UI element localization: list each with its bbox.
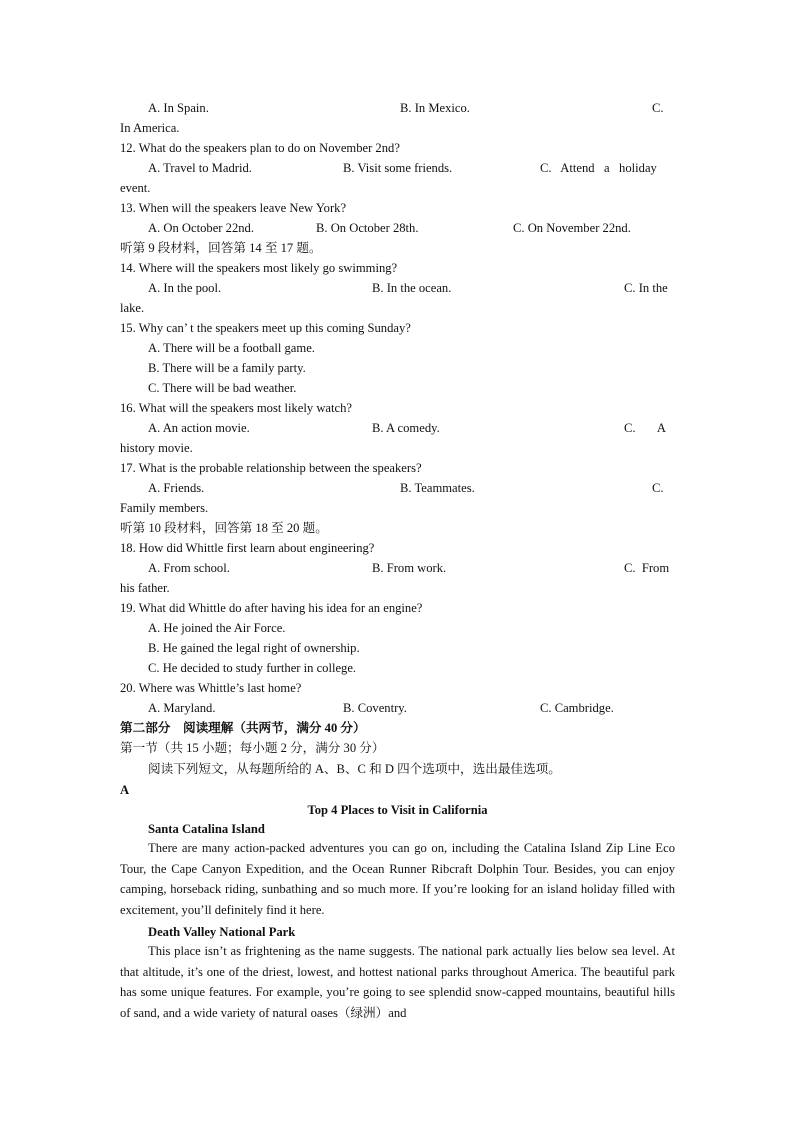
q13-option-a: A. On October 22nd.	[148, 221, 254, 235]
q18-option-c-continued: his father.	[120, 581, 170, 595]
part-2-section-1-heading: 第一节（共 15 小题；每小题 2 分，满分 30 分）	[120, 741, 385, 755]
q19-option-b: B. He gained the legal right of ownership.	[148, 641, 360, 655]
q12-option-b: B. Visit some friends.	[343, 161, 453, 175]
q13-option-b: B. On October 28th.	[316, 221, 419, 235]
q14-option-b: B. In the ocean.	[372, 281, 452, 295]
reading-instructions: 阅读下列短文，从每题所给的 A、B、C 和 D 四个选项中，选出最佳选项。	[148, 762, 561, 776]
q11-option-b: B. In Mexico.	[400, 101, 470, 115]
q17-option-a: A. Friends.	[148, 481, 205, 495]
q12-option-c: C. Attend a holiday	[540, 161, 657, 175]
place-1-heading: Santa Catalina Island	[148, 822, 265, 836]
part-2-heading: 第二部分 阅读理解（共两节，满分 40 分）	[120, 721, 366, 735]
q15-option-a: A. There will be a football game.	[148, 341, 315, 355]
q17-option-c-continued: Family members.	[120, 501, 209, 515]
q19-option-a: A. He joined the Air Force.	[148, 621, 286, 635]
q16-stem: 16. What will the speakers most likely watch?	[120, 401, 352, 415]
place-2-paragraph: This place isn’t as frightening as the name suggests. The national park actually lies below sea level. At that altitude, it’s one of the driest, lowest, and hottest national parks throughout America. The beautiful park has some unique features. For example, you’re going to see splendid snow-capped mountains, beautiful hills of sand, and a wide variety of natural oases（绿洲）and	[120, 944, 675, 1020]
q14-option-c-continued: lake.	[120, 301, 145, 315]
q16-option-a: A. An action movie.	[148, 421, 250, 435]
q15-option-c: C. There will be bad weather.	[148, 381, 297, 395]
q18-stem: 18. How did Whittle first learn about engineering?	[120, 541, 375, 555]
q20-stem: 20. Where was Whittle’s last home?	[120, 681, 302, 695]
q14-stem: 14. Where will the speakers most likely go swimming?	[120, 261, 398, 275]
q18-option-a: A. From school.	[148, 561, 230, 575]
q18-option-c: C. From	[624, 561, 670, 575]
q18-option-b: B. From work.	[372, 561, 447, 575]
q12-stem: 12. What do the speakers plan to do on November 2nd?	[120, 141, 400, 155]
q20-option-a: A. Maryland.	[148, 701, 216, 715]
q11-option-a: A. In Spain.	[148, 101, 209, 115]
q19-stem: 19. What did Whittle do after having his idea for an engine?	[120, 601, 423, 615]
q16-option-c-continued: history movie.	[120, 441, 193, 455]
q15-stem: 15. Why can’ t the speakers meet up this coming Sunday?	[120, 321, 411, 335]
q14-option-a: A. In the pool.	[148, 281, 222, 295]
q16-option-b: B. A comedy.	[372, 421, 440, 435]
section-10-instruction: 听第 10 段材料，回答第 18 至 20 题。	[120, 521, 328, 535]
q20-option-c: C. Cambridge.	[540, 701, 614, 715]
section-9-instruction: 听第 9 段材料，回答第 14 至 17 题。	[120, 241, 322, 255]
q15-option-b: B. There will be a family party.	[148, 361, 306, 375]
q12-option-c-continued: event.	[120, 181, 151, 195]
q13-option-c: C. On November 22nd.	[513, 221, 631, 235]
q12-option-a: A. Travel to Madrid.	[148, 161, 252, 175]
place-2-heading: Death Valley National Park	[148, 925, 296, 939]
q16-option-c: C. A	[624, 421, 666, 435]
q17-option-c: C.	[652, 481, 664, 495]
q19-option-c: C. He decided to study further in college.	[148, 661, 357, 675]
q17-stem: 17. What is the probable relationship between the speakers?	[120, 461, 422, 475]
q11-option-c: C.	[652, 101, 664, 115]
q13-stem: 13. When will the speakers leave New York?	[120, 201, 347, 215]
q20-option-b: B. Coventry.	[343, 701, 407, 715]
q17-option-b: B. Teammates.	[400, 481, 475, 495]
passage-title: Top 4 Places to Visit in California	[307, 803, 488, 817]
passage-label: A	[120, 783, 130, 797]
q11-option-c-continued: In America.	[120, 121, 180, 135]
q14-option-c: C. In the	[624, 281, 668, 295]
place-1-paragraph: There are many action-packed adventures you can go on, including the Catalina Island Zip Line Eco Tour, the Cape Canyon Expedition, and the Ocean Runner Ribcraft Dolphin Tour. Besides, you can enjoy camping, horseback riding, sunbathing and so much more. If you’re looking for an island holiday filled with excitement, you’ll definitely find it here.	[120, 841, 675, 917]
